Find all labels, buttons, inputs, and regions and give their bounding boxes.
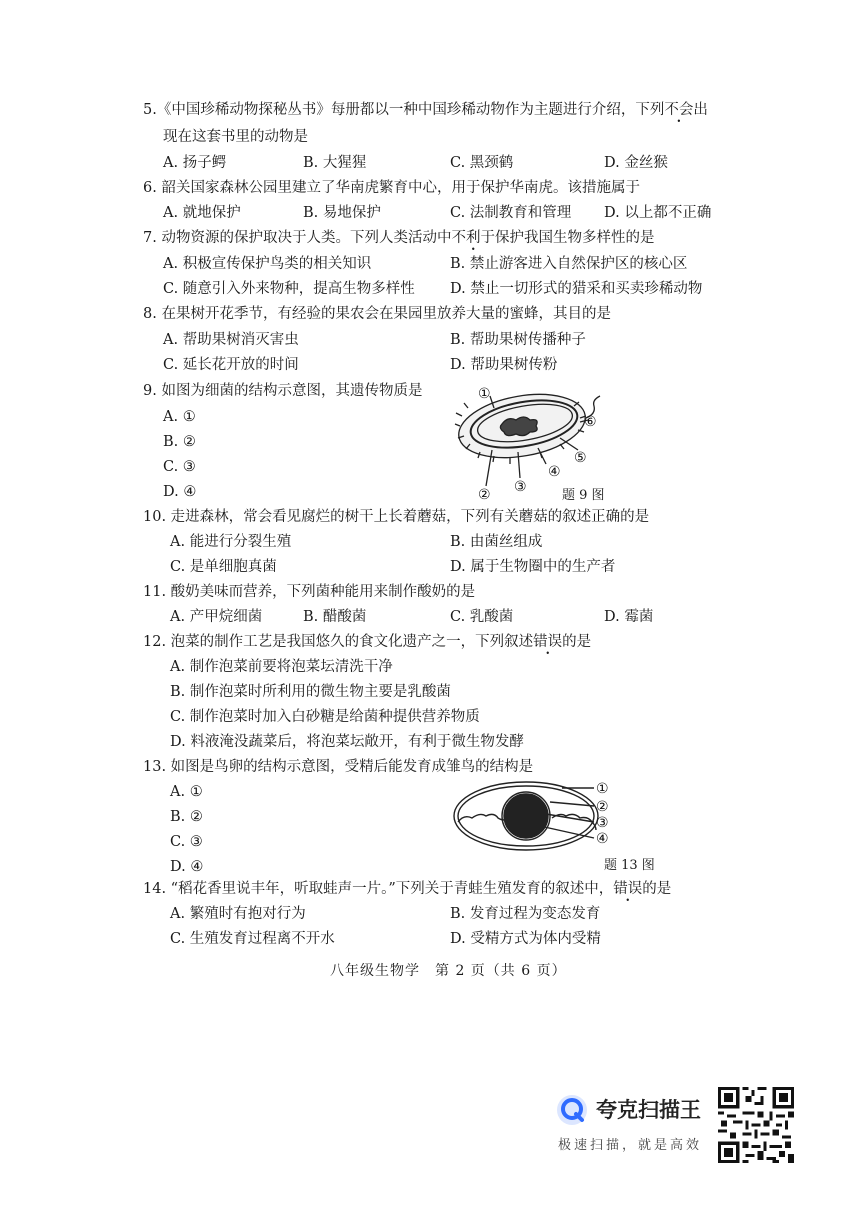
question-6-stem: 6. 韶关国家森林公园里建立了华南虎繁育中心，用于保护华南虎。该措施属于 — [143, 180, 640, 196]
bird-egg-diagram — [452, 776, 622, 852]
bacterium-diagram — [450, 378, 610, 500]
scanner-logo-icon — [556, 1094, 588, 1126]
question-5-stem: 5.《中国珍稀动物探秘丛书》每册都以一种中国珍稀动物作为主题进行介绍，下列不会出 — [143, 102, 708, 118]
q9-option-c: C. ③ — [163, 459, 196, 475]
question-14-stem: 14. “稻花香里说丰年，听取蛙声一片。”下列关于青蛙生殖发育的叙述中，错误的是 — [143, 881, 672, 897]
q12-option-c: C. 制作泡菜时加入白砂糖是给菌种提供营养物质 — [170, 709, 480, 725]
fig13-label-4: ④ — [596, 831, 609, 847]
fig13-label-1: ① — [596, 781, 609, 797]
q14-option-c: C. 生殖发育过程离不开水 — [170, 931, 335, 947]
q7-option-a: A. 积极宣传保护鸟类的相关知识 — [163, 256, 372, 272]
q5-option-a: A. 扬子鳄 — [163, 155, 227, 171]
q6-option-d: D. 以上都不正确 — [604, 205, 712, 221]
question-13-stem: 13. 如图是鸟卵的结构示意图，受精后能发育成雏鸟的结构是 — [143, 759, 534, 775]
question-12-stem: 12. 泡菜的制作工艺是我国悠久的食文化遗产之一，下列叙述错误的是 — [143, 634, 592, 650]
q5-option-b: B. 大猩猩 — [303, 155, 367, 171]
q13-option-b: B. ② — [170, 809, 203, 825]
fig13-label-3: ③ — [596, 815, 609, 831]
q6-option-b: B. 易地保护 — [303, 205, 381, 221]
q11-option-d: D. 霉菌 — [604, 609, 654, 625]
q11-option-a: A. 产甲烷细菌 — [170, 609, 263, 625]
q10-option-d: D. 属于生物圈中的生产者 — [450, 559, 616, 575]
q5-option-d: D. 金丝猴 — [604, 155, 668, 171]
q7-option-c: C. 随意引入外来物种，提高生物多样性 — [163, 281, 415, 297]
fig9-label-1: ① — [478, 386, 491, 402]
question-9-stem: 9. 如图为细菌的结构示意图，其遗传物质是 — [143, 383, 423, 399]
q12-option-b: B. 制作泡菜时所利用的微生物主要是乳酸菌 — [170, 684, 451, 700]
q14-option-b: B. 发育过程为变态发育 — [450, 906, 601, 922]
fig9-label-4: ④ — [548, 464, 561, 480]
fig13-caption: 题 13 图 — [604, 858, 655, 873]
question-7-stem: 7. 动物资源的保护取决于人类。下列人类活动中不利于保护我国生物多样性的是 — [143, 230, 655, 246]
fig9-label-5: ⑤ — [574, 450, 587, 466]
q6-option-a: A. 就地保护 — [163, 205, 241, 221]
q9-option-a: A. ① — [163, 409, 196, 425]
q12-option-d: D. 料液淹没蔬菜后，将泡菜坛敞开，有利于微生物发酵 — [170, 734, 524, 750]
fig9-label-6: ⑥ — [584, 414, 597, 430]
fig9-caption: 题 9 图 — [562, 488, 605, 503]
fig9-label-3: ③ — [514, 479, 527, 495]
q10-option-c: C. 是单细胞真菌 — [170, 559, 277, 575]
q8-option-b: B. 帮助果树传播种子 — [450, 332, 586, 348]
q9-option-d: D. ④ — [163, 484, 197, 500]
question-8-stem: 8. 在果树开花季节，有经验的果农会在果园里放养大量的蜜蜂，其目的是 — [143, 306, 611, 322]
q13-option-d: D. ④ — [170, 859, 204, 875]
q8-option-a: A. 帮助果树消灭害虫 — [163, 332, 299, 348]
q9-option-b: B. ② — [163, 434, 196, 450]
fig9-label-2: ② — [478, 487, 491, 500]
fig13-label-2: ② — [596, 799, 609, 815]
q14-option-d: D. 受精方式为体内受精 — [450, 931, 601, 947]
q8-option-c: C. 延长花开放的时间 — [163, 357, 299, 373]
qr-code-icon — [718, 1087, 794, 1163]
page-footer: 八年级生物学 第 2 页（共 6 页） — [330, 963, 567, 979]
q13-option-a: A. ① — [170, 784, 203, 800]
question-11-stem: 11. 酸奶美味而营养，下列菌种能用来制作酸奶的是 — [143, 584, 476, 600]
question-10-stem: 10. 走进森林，常会看见腐烂的树干上长着蘑菇，下列有关蘑菇的叙述正确的是 — [143, 509, 650, 525]
q12-option-a: A. 制作泡菜前要将泡菜坛清洗干净 — [170, 659, 393, 675]
q11-option-b: B. 醋酸菌 — [303, 609, 367, 625]
q5-option-c: C. 黑颈鹤 — [450, 155, 514, 171]
q7-option-b: B. 禁止游客进入自然保护区的核心区 — [450, 256, 688, 272]
question-5-stem-cont: 现在这套书里的动物是 — [163, 129, 308, 145]
q11-option-c: C. 乳酸菌 — [450, 609, 514, 625]
q10-option-a: A. 能进行分裂生殖 — [170, 534, 292, 550]
q13-option-c: C. ③ — [170, 834, 203, 850]
q8-option-d: D. 帮助果树传粉 — [450, 357, 558, 373]
scanner-slogan: 极速扫描，就是高效 — [558, 1138, 703, 1153]
q14-option-a: A. 繁殖时有抱对行为 — [170, 906, 306, 922]
scanner-brand-name: 夸克扫描王 — [596, 1098, 701, 1122]
q7-option-d: D. 禁止一切形式的猎采和买卖珍稀动物 — [450, 281, 703, 297]
q10-option-b: B. 由菌丝组成 — [450, 534, 543, 550]
q6-option-c: C. 法制教育和管理 — [450, 205, 572, 221]
